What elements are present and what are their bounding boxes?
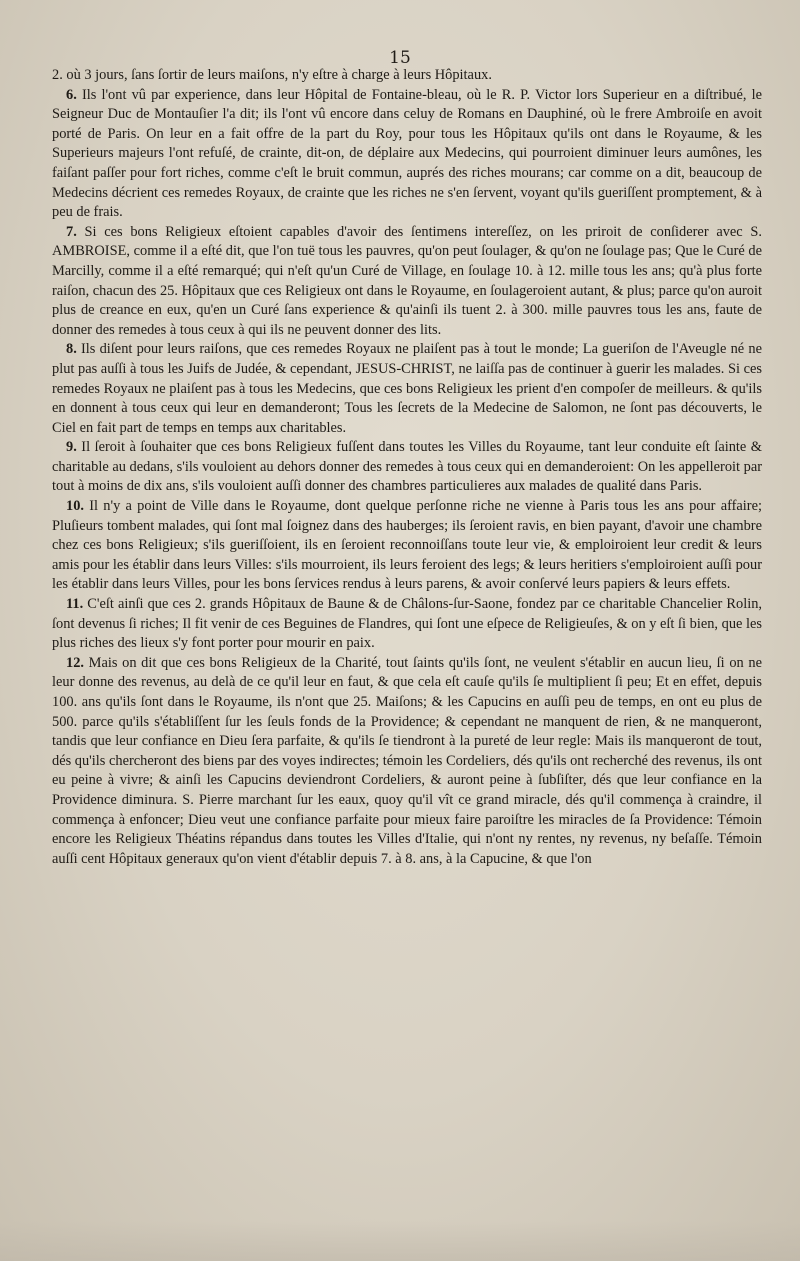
paragraph-number: 10. <box>66 498 84 515</box>
paragraph-number: 9. <box>66 439 77 456</box>
paragraph-text: Ils diſent pour leurs raiſons, que ces remedes Royaux ne plaiſent pas à tout le monde; La gueriſon de l'Aveugle né ne plut pas auſſi à tous les Juifs de Judée, & cependant, JESUS-CHRIST, ne laiſſa pas de continuer à guerir les malades. Si ces remedes Royaux ne plaiſent pas à tous les Medecins, que ces bons Religieux les prient d'en compoſer de meilleurs. & qu'ils en donnent à tous ceux qui leur en demanderont; Tous les ſecrets de la Medecine de Salomon, ne ſont pas découverts, le Ciel en fait part de temps en temps aux charitables. <box>52 341 762 436</box>
paragraph-text: Ils l'ont vû par experience, dans leur Hôpital de Fontaine-bleau, où le R. P. Victor lors Superieur en a diſtribué, le Seigneur Duc de Montauſier l'a dit; ils l'ont vû encore dans celuy de Romans en Dauphiné, où le frere Ambroiſe en avoit porté de Paris. On leur en a fait offre de la part du Roy, pour tous les Hôpitaux qu'ils ont dans le Royaume, & les Superieurs majeurs l'ont refuſé, de crainte, dit-on, de déplaire aux Medecins, qui pourroient diminuer leurs aumônes, les faiſant paſſer pour fort riches, comme c'eſt le bruit commun, auprés des riches mourans; car comme on a dit, beaucoup de Medecins décrient ces remedes Royaux, de crainte que les riches ne s'en ſervent, voyant qu'ils gueriſſent promptement, & à peu de frais. <box>52 86 762 221</box>
page-number: 15 <box>389 48 411 68</box>
paragraph-continuation <box>52 66 762 86</box>
paragraph-9 <box>52 438 762 497</box>
page-edge-shadow <box>0 1221 800 1261</box>
paragraph-text: Il ſeroit à ſouhaiter que ces bons Religieux fuſſent dans toutes les Villes du Royaume, tant leur conduite eſt ſainte & charitable au dedans, s'ils vouloient au dehors donner des remedes à tous ceux qui en demanderoient: On les appelleroit par tout à moins de dix ans, s'ils vouloient auſſi donner des chambres particulieres aux malades de qualité dans Paris. <box>52 439 762 495</box>
paragraph-text: Il n'y a point de Ville dans le Royaume, dont quelque perſonne riche ne vienne à Paris tous les ans pour affaire; Pluſieurs tombent malades, qui ſont mal ſoignez dans des hauberges; ils ſeroient ravis, en bien payant, d'avoir une chambre chez ces bons Religieux; s'ils gueriſſoient, ils en ſeroient reconnoiſſans toute leur vie, & emploiroient leur credit & leurs amis pour les établir dans leurs Villes: s'ils mourroient, ils leurs feroient des legs; & leurs heritiers s'emploiroient auſſi pour les établir dans leurs Villes, pour les bons ſervices rendus à leurs parens, & avoir conſervé leurs papiers & leurs effets. <box>52 498 762 593</box>
paragraph-number: 7. <box>66 223 77 240</box>
paragraph-text: Si ces bons Religieux eſtoient capables d'avoir des ſentimens intereſſez, on les priroit de conſiderer avec S. AMBROISE, comme il a eſté dit, que l'on tuë tous les pauvres, qu'on peut ſoulager, & qu'on ne ſoulage pas; Que le Curé de Marcilly, comme il a eſté remarqué; qui n'eſt qu'un Curé de Village, en ſoulage 10. à 12. mille tous les ans; qu'à plus forte raiſon, chacun des 25. Hôpitaux que ces Religieux ont dans le Royaume, en ſoulageroient autant, & plus; parce qu'on auroit plus de creance en eux, qu'en un Curé ſans experience & qu'ainſi ils tuent 2. à 300. mille pauvres tous les ans, faute de donner des remedes à tous ceux à qui ils ne peuvent donner des lits. <box>52 223 762 338</box>
paragraph-number: 6. <box>66 86 77 103</box>
paragraph-12 <box>52 654 762 870</box>
paragraph-number: 11. <box>66 596 84 613</box>
paragraph-11 <box>52 595 762 654</box>
paragraph-7 <box>52 223 762 341</box>
paragraph-text: Mais on dit que ces bons Religieux de la Charité, tout ſaints qu'ils ſont, ne veulent s'établir en aucun lieu, ſi on ne leur donne des revenus, au delà de ce qu'il leur en faut, & que cela eſt cauſe qu'ils ſe multiplient ſi peu; Et en effet, depuis 100. ans qu'ils ſont dans le Royaume, ils n'ont que 25. Maiſons; & les Capucins en auſſi peu de temps, en ont eu plus de 500. parce qu'ils s'établiſſent ſur les ſeuls fonds de la Providence; & cependant ne manquent de rien, & ne manqueront, tandis que leur confiance en Dieu ſera parfaite, & qu'ils ſe tiendront à la pureté de leur regle: Mais ils manqueront de tout, dés qu'ils chercheront des biens par des voyes indirectes; témoin les Cordeliers, dés qu'ils ont recherché des revenus, ils ont eu peine à vivre; & ainſi les Capucins deviendront Cordeliers, & auront peine à ſubſiſter, dés que leur confiance en la Providence diminura. S. Pierre marchant ſur les eaux, quoy qu'il vît ce grand miracle, dés qu'il commença à craindre, il commença à enfoncer; Dieu veut une confiance parfaite pour mieux faire paroiſtre les miracles de ſa Providence: Témoin encore les Religieux Théatins répandus dans toutes les Villes d'Italie, qui n'ont ny rentes, ny revenus, ny beſaſſe. Témoin auſſi cent Hôpitaux generaux qu'on vient d'établir depuis 7. à 8. ans, à la Capucine, & que l'on <box>52 654 762 867</box>
paragraph-number: 8. <box>66 341 77 358</box>
paragraph-text: 2. où 3 jours, ſans ſortir de leurs maiſons, n'y eſtre à charge à leurs Hôpitaux. <box>52 67 492 83</box>
paragraph-6 <box>52 86 762 223</box>
paragraph-10 <box>52 497 762 595</box>
document-body <box>52 66 762 869</box>
paragraph-text: C'eſt ainſi que ces 2. grands Hôpitaux de Baune & de Châlons-ſur-Saone, fondez par ce charitable Chancelier Rolin, ſont devenus ſi riches; Il fit venir de ces Beguines de Flandres, qui ſont une eſpece de Religieuſes, & on y eſt ſi bien, que les plus riches des lieux s'y font porter pour mourir en paix. <box>52 596 762 652</box>
paragraph-number: 12. <box>66 654 84 671</box>
paragraph-8 <box>52 340 762 438</box>
